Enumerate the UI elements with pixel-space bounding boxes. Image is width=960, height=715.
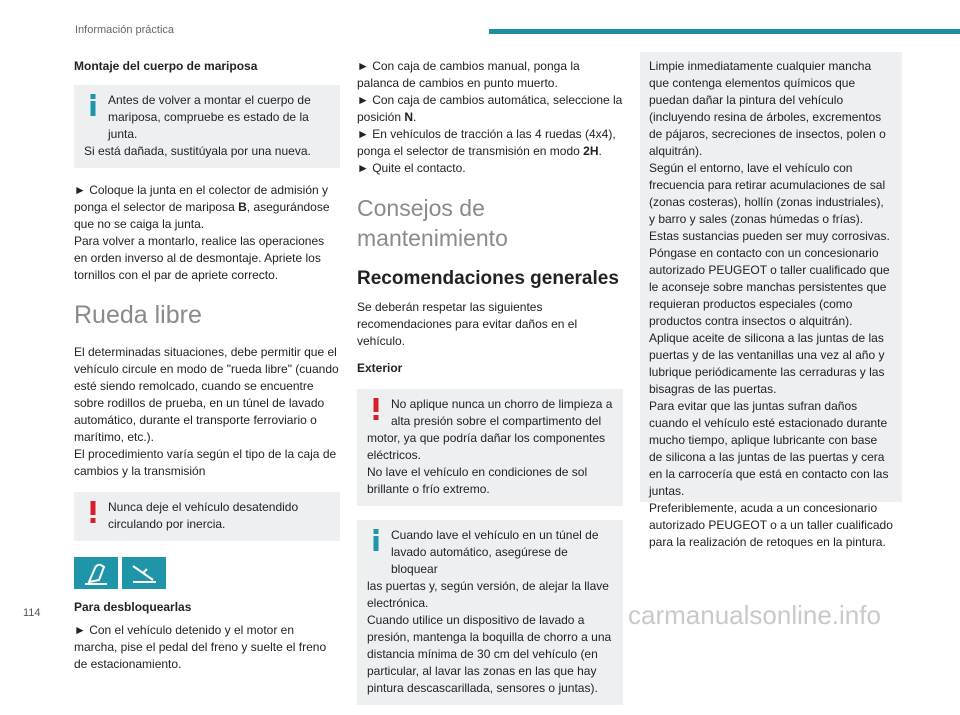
bold-label: N [404,110,414,124]
text-fragment: ► En vehículos de tracción a las 4 ruedas (4x4), ponga el selector de transmisión en modo [357,127,616,158]
step-manual-gearbox: ► Con caja de cambios manual, ponga la palanca de cambios en punto muerto. [357,59,580,90]
column-middle [357,58,623,715]
info-icon [86,94,100,116]
paragraph-seal-protection: Para evitar que las juntas sufran daños cuando el vehículo esté estacionado durante mucho tiempo, aplique lubricante con base de silicona a las juntas de las puertas y cera en la carrocería que está en contacto con las juntas. [649,399,889,498]
info-note-gasket [74,85,340,168]
paragraph-general-intro: Se deberán respetar las siguientes recomendaciones para evitar daños en el vehículo. [357,300,578,348]
text-fragment: . [598,144,602,158]
page-number: 114 [23,607,41,619]
text-fragment: ► Coloque la junta en el colector de admisión y ponga el selector de mariposa [74,183,329,214]
warning-icon [86,501,100,523]
note-line: Cuando lave el vehículo en un túnel de [391,528,599,542]
note-line: lavado automático, asegúrese de bloquear [391,545,568,576]
info-note-car-wash [357,520,623,705]
bold-label: B [238,200,247,214]
text-fragment: ► Con caja de cambios automática, seleccione la posición [357,93,623,124]
text-fragment: , asegurándose que no se caiga la junta. [74,200,330,231]
section-title-maintenance: Consejos de mantenimiento [357,195,508,251]
note-line: circulando por inercia. [108,517,226,531]
pictogram-row [74,557,340,589]
section-title-freewheel: Rueda libre [74,301,202,329]
paragraph-wash-frequency: Según el entorno, lave el vehículo con frecuencia para retirar acumulaciones de sal (zonas costeras), hollín (zonas industriales), y barro y sales (zonas húmedas o frías). Estas sustancias pueden ser muy corrosivas. [649,161,890,243]
bold-label: 2H [583,144,599,158]
note-line: Cuando utilice un dispositivo de lavado a presión, mantenga la boquilla de chorro a una distancia mínima de 30 cm del vehículo (en particular, al lavar las zonas en las que hay pintura descascarillada, sensores o juntas). [367,613,612,695]
note-line: motor, ya que podría dañar los componentes eléctricos. [367,431,606,462]
step-automatic-gearbox [357,92,623,126]
step-ignition-off: ► Quite el contacto. [357,161,466,175]
note-line: mariposa, compruebe es estado de la junta. [108,110,309,141]
heading-unlock: Para desbloquearlas [74,600,192,614]
step-4x4 [357,126,623,160]
paragraph-paint-touchup: Preferiblemente, acuda a un concesionario autorizado PEUGEOT o a un taller cualificado para la realización de retoques en la pintura. [649,501,893,549]
paragraph-freewheel-intro: El determinadas situaciones, debe permitir que el vehículo circule en modo de "rueda libre" (cuando esté siendo remolcado, cuando se encuentre sobre rodillos de prueba, en un túnel de lavado automático, durante el transporte ferroviario o marítimo, etc.). [74,345,339,444]
note-line: Nunca deje el vehículo desatendido [108,500,299,514]
info-icon [369,529,383,551]
note-line: No aplique nunca un chorro de limpieza a [391,397,613,411]
note-line: Antes de volver a montar el cuerpo de [108,93,311,107]
paragraph-dealer-advice: Póngase en contacto con un concesionario autorizado PEUGEOT o taller cualificado que le aconseje sobre manchas persistentes que requieran productos especiales (como productos contra insectos o alquitrán). [649,246,890,328]
column-right [640,52,902,549]
paragraph-reassembly: Para volver a montarlo, realice las operaciones en orden inverso al de desmontaje. Apriete los tornillos con el par de apriete correcto. [74,234,325,282]
paragraph-stains: Limpie inmediatamente cualquier mancha que contenga elementos químicos que puedan dañar la pintura del vehículo (incluyendo resina de árboles, excrementos de pájaros, secreciones de insectos, polen o alquitrán). [649,59,886,158]
running-header: Información práctica [75,24,175,36]
heading-exterior: Exterior [357,361,403,375]
text-fragment: . [413,110,417,124]
paragraph-gasket-step [74,182,340,233]
parking-brake-icon [122,557,166,589]
warning-icon [369,398,383,420]
paragraph-silicone-oil: Aplique aceite de silicona a las juntas de las puertas y de las ventanillas una vez al año y lubrique periódicamente las cerraduras y las bisagras de las puertas. [649,331,885,396]
paragraph-procedure-varies: El procedimiento varía según el tipo de la caja de cambios y la transmisión [74,447,337,478]
warning-note-pressure-wash [357,389,623,506]
note-line: alta presión sobre el compartimento del [391,414,602,428]
heading-throttle-body: Montaje del cuerpo de mariposa [74,59,258,73]
paragraph-unlock-step: ► Con el vehículo detenido y el motor en marcha, pise el pedal del freno y suelte el freno de estacionamiento. [74,623,327,671]
brake-pedal-icon [74,557,118,589]
note-line: Si está dañada, sustitúyala por una nueva. [84,144,311,158]
maintenance-tips-box [640,52,902,549]
note-line: las puertas y, según versión, de alejar la llave electrónica. [367,579,609,610]
subsection-title-general: Recomendaciones generales [357,268,619,289]
header-accent-bar [489,29,960,34]
watermark: carmanualsonline.info [628,600,881,630]
warning-note-unattended [74,492,340,541]
column-left [74,58,340,673]
note-line: No lave el vehículo en condiciones de sol brillante o frío extremo. [367,465,588,496]
